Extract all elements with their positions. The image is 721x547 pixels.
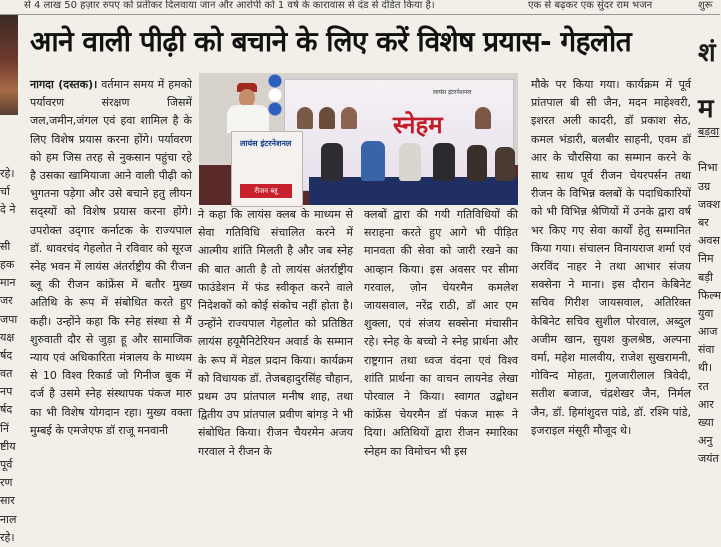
left-adjacent-text bbox=[0, 165, 22, 547]
left-adjacent-column bbox=[0, 15, 22, 544]
left-edge-line: रहे। bbox=[0, 530, 15, 544]
right-edge-line: निम bbox=[698, 252, 714, 266]
right-edge-headline-fragment: म bbox=[698, 94, 714, 124]
right-edge-line: युवा bbox=[698, 306, 714, 320]
event-photo bbox=[199, 73, 518, 205]
left-edge-line: नाल bbox=[0, 512, 17, 526]
photo-balloons bbox=[267, 73, 283, 123]
left-edge-line: र्षद bbox=[0, 348, 13, 362]
article-column-3 bbox=[364, 206, 518, 464]
podium-badge: रीजन ब्लू bbox=[240, 184, 292, 198]
banner-portrait bbox=[319, 107, 335, 129]
right-edge-line: बड़ी bbox=[698, 270, 714, 284]
photo-banner-subtitle: लायंस इंटरनेशनल bbox=[433, 89, 472, 96]
right-adjacent-headline bbox=[698, 25, 716, 137]
article-text-4: मौके पर किया गया। कार्यक्रम में पूर्व प्रांतपाल बी सी जैन, मदन माहेश्वरी, इशरत अली कादरी, डॉ प्रकाश सेठ, कमल भंडारी, बलबीर साहनी, एवम डॉ आर के चौरसिया का सम्मान करने के साथ साथ पूर्व रीजन चेयरपर्सन तथा रीजन के विभिन्न क्लबों के पदाधिकारियों को भी विभिन्न श्रेणियों में उनके द्वारा वर्ष भर किए गए सेवा कार्यों हेतु सम्मानित किया गया। संचालन विनायराज शर्मा एवं अरविंद नाहर ने तथा आभार संजय सक्सेना ने माना। इस दौरान केबिनेट सचिव गिरीश जायसवाल, अतिरिक्त केबिनेट सचिव सुशील पोरवाल, अब्दुल अजीम खान, सुयश कुलश्रेष्ठ, अल्पना वर्मा, महेश मालवीय, राजेश सुखरामनी, गोविन्द मोहता, गुलजारीलाल त्रिवेदी, सतीश बजाज, चंद्रशेखर जैन, निर्मल जैन, डॉ. हिमांशुदत्त पांडे, डॉ. रश्मि पांडे, इजराइल मंसूरी मौजूद थे। bbox=[531, 78, 691, 437]
right-adjacent-text bbox=[698, 123, 720, 469]
right-edge-line: बर bbox=[698, 215, 709, 229]
podium-text: लायंस इंटरनेशनल bbox=[240, 139, 292, 148]
left-edge-line: जर bbox=[0, 294, 13, 308]
article-column-1 bbox=[30, 76, 192, 464]
article-column-4 bbox=[531, 76, 691, 464]
speaker-body bbox=[227, 105, 269, 133]
article-text-1: वर्तमान समय में हमको पर्यावरण संरक्षण जिसमें जल,जमीन,जंगल एवं हवा शामिल है के लिए विशेष प्रयास करना होंगे। पर्यावरण को हम जिस तरह से नुकसान पहुंचा रहे है उसका खामियाजा आने वाली पीढ़ी को भुगतना पड़ेगा और उसे बचाने हतु लीयन सद्‌स्यों को विशेष प्रयास करना होंगे। उपरोक्त उद्‌गार कर्नाटक के राज्यपाल डॉ. थावरचंद गेहलोत ने रविवार को सूरज स्नेह भवन में लायंस अंतर्राष्ट्रीय की रीजन ब्लू की रीजन कांफ्रेंस में बतौर मुख्य अतिथि के रूप में संबोधित करते हुए कही। उन्होंने कहा कि स्नेह संस्था से मैं शुरुवाती दौर से जुड़ा हू और सामाजिक न्याय एवं अधिकारिता मंत्रालय के माध्यम से 10 विश्व रिकार्ड जो गिनीज बुक में दर्ज है उसमे स्नेह संस्थापक पंकज मारु का भी विशेष योगदान रहा। मुख्य वक्ता मुम्बई के एमजेएफ डॉ राजू मनवानी bbox=[30, 78, 192, 437]
right-adjacent-column bbox=[698, 15, 720, 467]
top-strip-far-right-text: शुरू bbox=[698, 0, 713, 11]
left-edge-line: रहे। bbox=[0, 167, 15, 180]
left-edge-line: र्चा bbox=[0, 185, 10, 199]
left-edge-line: रण bbox=[0, 476, 13, 490]
article-text-2: ने कहा कि लायंस क्लब के माध्यम से सेवा गतिविधि संचालित करने में आत्मीय शांति मिलती है और जब स्नेह की बात आती है तो लायंस अंतर्राष्ट्रीय फाउंडेशन में फंड स्वीकृत करने वाले निदेशकों को कोई संकोच नहीं होता है। उन्होंने राज्यपाल गेहलोत को प्रतिष्ठित लायंस हयूमैनिटेरियन अवार्ड के सम्मान के रूप में मेडल प्रदान किया। कार्यक्रम को विधायक डॉ. तेजबहादुरसिंह चौहान, प्रथम उप प्रांतपाल मनीष शाह, तथा द्वितीय उप प्रांतपाल प्रवीण बांगड़ ने भी संबोधित किया। रीजन चैयरमेन अजय गरवाल ने रीजन के bbox=[198, 208, 353, 458]
left-edge-line: सी bbox=[0, 239, 11, 253]
left-edge-line: वत bbox=[0, 367, 13, 381]
right-edge-line: आज bbox=[698, 325, 718, 339]
photo-person bbox=[321, 143, 343, 181]
banner-portrait bbox=[475, 107, 491, 129]
photo-banner-title: स्नेहम bbox=[393, 111, 443, 139]
top-strip-left-text: से 4 लाख 50 हज़ार रुपए को प्रतीकर दिलवाया जान और आरोपी को 1 वर्ष के कारावास से दंड से दंडित किया है। bbox=[24, 0, 435, 11]
right-edge-line: आर bbox=[698, 397, 714, 411]
right-edge-line: जक्श bbox=[698, 197, 721, 211]
article-text-3: क्लबों द्वारा की गयी गतिविधियों की सराहना करते हुए आगे भी पीड़ित मानवता की सेवा को जारी रखने का आव्हान किया। इस अवसर पर सीमा गरवाल, ज़ोन चेयरमैन कमलेश जायसवाल, नरेंद्र राठी, डॉ आर एम शुक्ला, एवं संजय सक्सेना मंचासीन रहे। स्नेह के बच्चो ने स्नेह प्रार्थना और राष्ट्रगान तथा ध्वज वंदना एवं विश्व शांति प्रार्थना का वाचन लायनेड लेखा पोरवाल ने किया। स्वागत उद्बोधन कांफ्रेंस चेयरमैन डॉ पंकज मारू ने दिया। अतिथियों द्वारा रीजन स्मारिका स्नेहम का विमोचन भी इस bbox=[364, 208, 518, 458]
right-edge-line: थी। bbox=[698, 361, 713, 375]
right-edge-line bbox=[698, 141, 720, 159]
left-edge-line bbox=[0, 220, 22, 238]
right-edge-line: फिल्म bbox=[698, 288, 721, 302]
photo-person bbox=[495, 147, 515, 181]
right-edge-line: उग्र bbox=[698, 179, 711, 193]
banner-portrait bbox=[341, 107, 357, 129]
left-edge-line: पूर्व bbox=[0, 458, 13, 471]
banner-portrait bbox=[297, 107, 313, 129]
right-edge-headline-fragment: शं bbox=[698, 38, 716, 68]
left-edge-line: निं bbox=[0, 421, 9, 435]
right-edge-line: बड़वा bbox=[698, 125, 720, 138]
left-edge-line: सार bbox=[0, 494, 15, 508]
right-edge-line: संवा bbox=[698, 343, 715, 357]
left-edge-line: ष्टीय bbox=[0, 439, 16, 453]
right-edge-line: निभा bbox=[698, 161, 718, 175]
photo-person bbox=[399, 143, 421, 181]
left-edge-line: मान bbox=[0, 276, 16, 290]
left-edge-line: दे ने bbox=[0, 203, 16, 217]
right-edge-line: रत bbox=[698, 379, 709, 393]
right-edge-line: जयंत bbox=[698, 452, 719, 466]
right-edge-line: अनु bbox=[698, 434, 713, 448]
photo-head-table bbox=[309, 177, 518, 205]
left-edge-line: जपा bbox=[0, 312, 18, 326]
article-column-2 bbox=[198, 206, 353, 464]
photo-podium bbox=[231, 131, 303, 207]
left-edge-line: र्षद bbox=[0, 403, 13, 417]
left-edge-line: हक bbox=[0, 257, 15, 271]
left-cropped-photo bbox=[0, 15, 18, 115]
headline: आने वाली पीढ़ी को बचाने के लिए करें विशेष प्रयास- गेहलोत bbox=[30, 25, 632, 58]
top-strip-right-text: एक से बढ़कर एक सुंदर राम भजन bbox=[528, 0, 653, 11]
dateline: नागदा (दस्तक)। bbox=[30, 78, 98, 91]
left-edge-line: यक्ष bbox=[0, 330, 15, 344]
left-edge-line: नप bbox=[0, 385, 13, 399]
photo-person bbox=[433, 143, 455, 181]
right-edge-line: ख्या bbox=[698, 416, 714, 429]
photo-person bbox=[467, 145, 487, 181]
right-edge-line: अवस bbox=[698, 234, 720, 248]
photo-person bbox=[361, 141, 385, 181]
top-rule bbox=[0, 14, 720, 15]
